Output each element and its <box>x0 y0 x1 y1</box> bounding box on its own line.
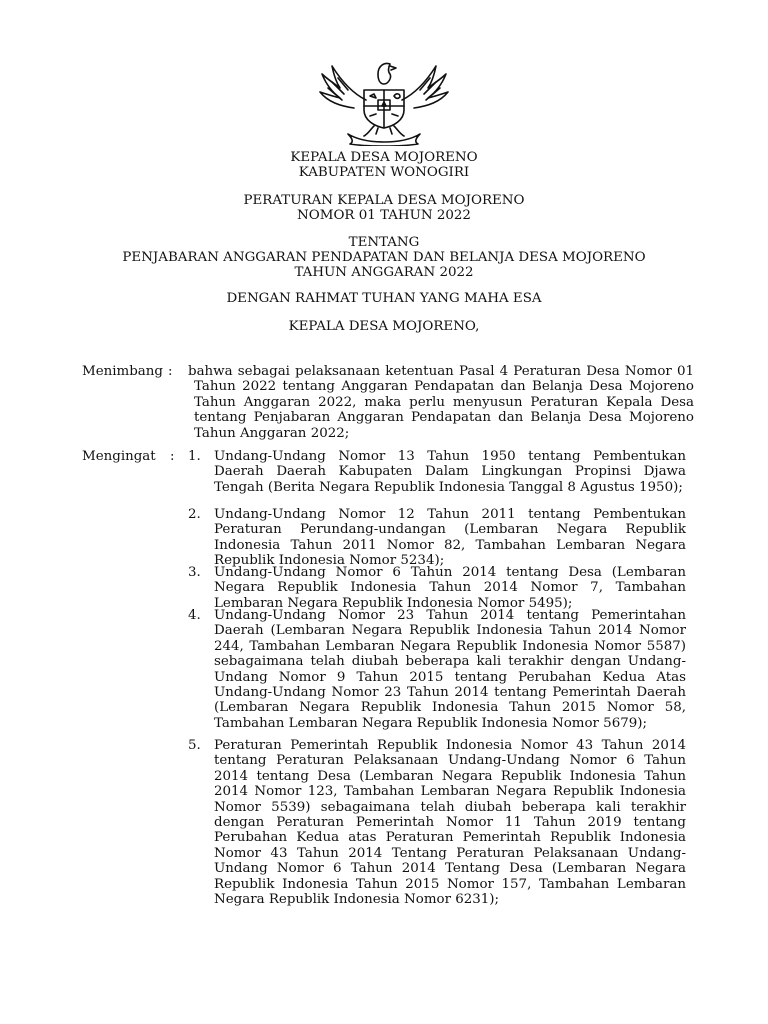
mengingat-label: Mengingat <box>82 449 156 464</box>
garuda-emblem <box>318 60 450 146</box>
list-item-text: Peraturan Pemerintah Republik Indonesia Nomor 43 Tahun 2014 tentang Peraturan Pelaksanaan Undang-Undang Nomor 6 Tahun 2014 tentang Desa (Lembaran Negara Republik Indonesia Tahun 2014 Nomor 123, Tambahan Lembaran Negara Republik Indonesia Nomor 5539) sebagaimana telah diubah beberapa kali terakhir dengan Peraturan Pemerintah Nomor 11 Tahun 2019 tentang Perubahan Kedua atas Peraturan Pemerintah Republik Indonesia Nomor 43 Tahun 2014 Tentang Peraturan Pelaksanaan Undang-Undang Nomor 6 Tahun 2014 Tentang Desa (Lembaran Negara Republik Indonesia Tahun 2015 Nomor 157, Tambahan Lembaran Negara Republik Indonesia Nomor 6231); <box>214 738 686 908</box>
list-item-text: Undang-Undang Nomor 13 Tahun 1950 tentang Pembentukan Daerah Daerah Kabupaten Dalam Lingkungan Propinsi Djawa Tengah (Berita Negara Republik Indonesia Tanggal 8 Agustus 1950); <box>214 449 686 495</box>
list-item-number: 2. <box>188 507 201 522</box>
regulation-title: PERATURAN KEPALA DESA MOJORENO <box>243 193 525 208</box>
header-line-1: KEPALA DESA MOJORENO <box>290 150 478 165</box>
official-title: KEPALA DESA MOJORENO, <box>288 319 480 334</box>
list-item-number: 1. <box>188 449 201 464</box>
mengingat-colon: : <box>170 449 175 464</box>
blessing-line: DENGAN RAHMAT TUHAN YANG MAHA ESA <box>226 291 542 306</box>
menimbang-label: Menimbang <box>82 364 163 379</box>
list-item-number: 3. <box>188 565 201 580</box>
list-item-number: 4. <box>188 608 201 623</box>
list-item-text: Undang-Undang Nomor 6 Tahun 2014 tentang Desa (Lembaran Negara Republik Indonesia Tahun 2014 Nomor 7, Tambahan Lembaran Negara Republik Indonesia Nomor 5495); <box>214 565 686 611</box>
list-item-text: Undang-Undang Nomor 12 Tahun 2011 tentang Pembentukan Peraturan Perundang-undangan (Lembaran Negara Republik Indonesia Tahun 2011 Nomor 82, Tambahan Lembaran Negara Republik Indonesia Nomor 5234); <box>214 507 686 569</box>
subject-line-1: PENJABARAN ANGGARAN PENDAPATAN DAN BELANJA DESA MOJORENO <box>122 250 646 265</box>
menimbang-colon: : <box>168 364 173 379</box>
header-line-2: KABUPATEN WONOGIRI <box>298 165 470 180</box>
regulation-number: NOMOR 01 TAHUN 2022 <box>297 208 471 223</box>
tentang-heading: TENTANG <box>348 235 420 250</box>
subject-line-2: TAHUN ANGGARAN 2022 <box>294 265 474 280</box>
list-item-number: 5. <box>188 738 201 753</box>
list-item-text: Undang-Undang Nomor 23 Tahun 2014 tentang Pemerintahan Daerah (Lembaran Negara Republik Indonesia Tahun 2014 Nomor 244, Tambahan Lembaran Negara Republik Indonesia Nomor 5587) sebagaimana telah diubah beberapa kali terakhir dengan Undang-Undang Nomor 9 Tahun 2015 tentang Perubahan Kedua Atas Undang-Undang Nomor 23 Tahun 2014 tentang Pemerintah Daerah (Lembaran Negara Republik Indonesia Tahun 2015 Nomor 58, Tambahan Lembaran Negara Republik Indonesia Nomor 5679); <box>214 608 686 731</box>
menimbang-text: bahwa sebagai pelaksanaan ketentuan Pasal 4 Peraturan Desa Nomor 01 Tahun 2022 tentang Anggaran Pendapatan dan Belanja Desa Mojoreno Tahun Anggaran 2022, maka perlu menyusun Peraturan Kepala Desa tentang Penjabaran Anggaran Pendapatan dan Belanja Desa Mojoreno Tahun Anggaran 2022; <box>188 364 694 441</box>
